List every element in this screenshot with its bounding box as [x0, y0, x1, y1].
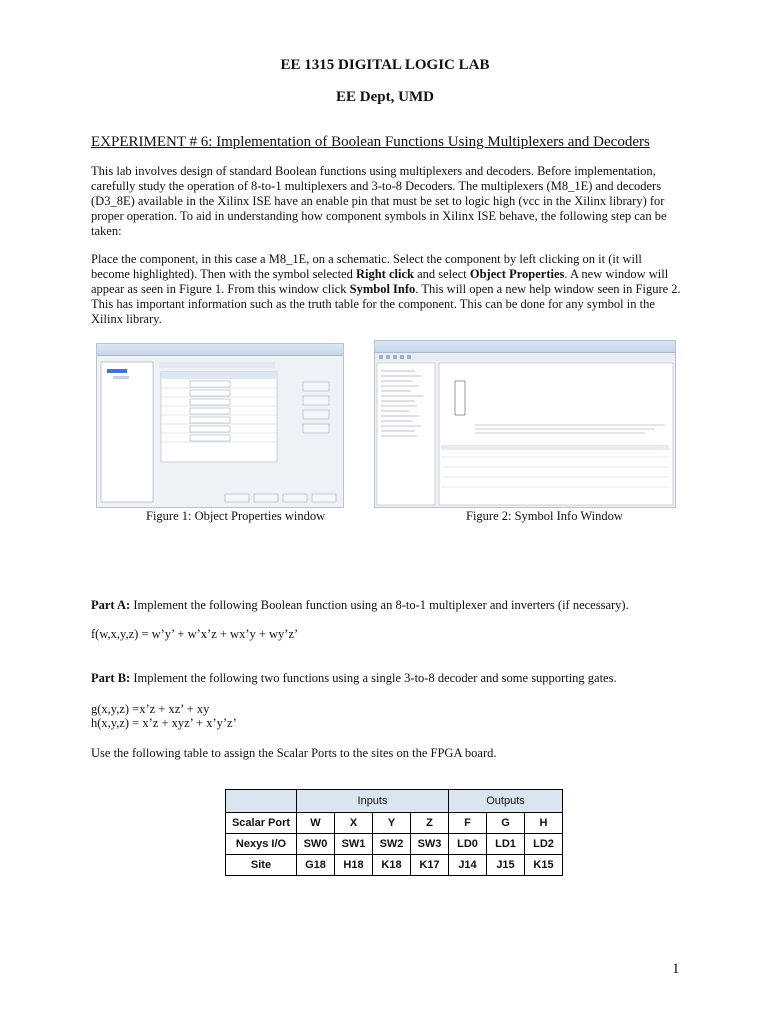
department-title: EE Dept, UMD: [336, 89, 434, 105]
inputs-group-header: Inputs: [297, 790, 449, 813]
table-row: [226, 834, 563, 855]
page-number: 1: [672, 961, 680, 977]
table-cell: X: [335, 813, 373, 834]
table-group-header-row: [226, 790, 563, 813]
table-cell: LD0: [449, 834, 487, 855]
table-cell: K18: [373, 855, 411, 876]
part-a-label: Part A:: [91, 598, 131, 612]
table-corner-cell: [226, 790, 297, 813]
port-assignment-table: [225, 789, 563, 876]
figure-2-window-titlebar: [375, 341, 675, 353]
table-cell: G18: [297, 855, 335, 876]
table-cell: LD1: [487, 834, 525, 855]
table-row: [226, 855, 563, 876]
row-label: Site: [226, 855, 297, 876]
instructions-text-3: . A new window will appear as seen in Figure 1. From this window click: [91, 267, 669, 296]
figure-1-caption: Figure 1: Object Properties window: [146, 509, 326, 523]
instructions-text-4: . This will open a new help window seen in Figure 2. This has important information such as the truth table for the component. This can be done for any symbol in the Xilinx library.: [91, 282, 681, 326]
intro-paragraph: This lab involves design of standard Boolean functions using multiplexers and decoders. Before implementation, carefully study the operation of 8-to-1 multiplexers and 3-to-8 Decoders. The multiplexers (M8_1E) and decoders (D3_8E) available in the Xilinx ISE have an enable pin that must be set to logic high (vcc in the Xilinx library) for proper operation. To aid in understanding how component symbols in Xilinx ISE behave, the following step can be taken:: [91, 164, 667, 238]
part-a-paragraph: [91, 598, 629, 613]
table-cell: K17: [411, 855, 449, 876]
object-properties-window-image: [97, 356, 343, 508]
part-b-equation-h: h(x,y,z) = x’z + xyz’ + x’y’z’: [91, 716, 237, 730]
table-cell: SW2: [373, 834, 411, 855]
figure-1-window-titlebar: [97, 344, 343, 356]
figure-1-screenshot: [96, 343, 344, 508]
outputs-group-header: Outputs: [449, 790, 563, 813]
table-cell: H18: [335, 855, 373, 876]
instructions-bold-right-click: Right click: [355, 267, 414, 281]
part-b-equation-g: g(x,y,z) =x’z + xz’ + xy: [91, 702, 210, 716]
figure-2-screenshot: [374, 340, 676, 508]
figure-2-caption: Figure 2: Symbol Info Window: [466, 509, 623, 523]
table-cell: LD2: [525, 834, 563, 855]
table-cell: H: [525, 813, 563, 834]
course-title: EE 1315 DIGITAL LOGIC LAB: [280, 57, 490, 73]
part-a-text: Implement the following Boolean function using an 8-to-1 multiplexer and inverters (if necessary).: [130, 598, 629, 612]
table-cell: J14: [449, 855, 487, 876]
row-label: Scalar Port: [226, 813, 297, 834]
table-cell: W: [297, 813, 335, 834]
experiment-title: EXPERIMENT # 6: Implementation of Boolean Functions Using Multiplexers and Decoders: [91, 134, 650, 150]
table-intro: Use the following table to assign the Scalar Ports to the sites on the FPGA board.: [91, 746, 497, 760]
table-cell: SW3: [411, 834, 449, 855]
row-label: Nexys I/O: [226, 834, 297, 855]
instructions-bold-object-properties: Object Properties: [469, 267, 565, 281]
table-cell: Z: [411, 813, 449, 834]
instructions-paragraph: [91, 252, 681, 327]
table-cell: SW1: [335, 834, 373, 855]
part-a-equation: f(w,x,y,z) = w’y’ + w’x’z + wx’y + wy’z’: [91, 627, 299, 641]
part-b-text: Implement the following two functions using a single 3-to-8 decoder and some supporting gates.: [130, 671, 617, 685]
part-b-paragraph: [91, 671, 617, 686]
part-b-label: Part B:: [91, 671, 131, 685]
instructions-text-2: and select: [413, 267, 470, 281]
table-cell: Y: [373, 813, 411, 834]
symbol-info-window-image: [375, 353, 675, 508]
instructions-bold-symbol-info: Symbol Info: [349, 282, 416, 296]
table-row: [226, 813, 563, 834]
table-cell: J15: [487, 855, 525, 876]
table-cell: K15: [525, 855, 563, 876]
table-cell: F: [449, 813, 487, 834]
table-cell: G: [487, 813, 525, 834]
instructions-text-1: Place the component, in this case a M8_1E, on a schematic. Select the component by left clicking on it (it will become highlighted). Then with the symbol selected: [91, 252, 642, 281]
table-cell: SW0: [297, 834, 335, 855]
